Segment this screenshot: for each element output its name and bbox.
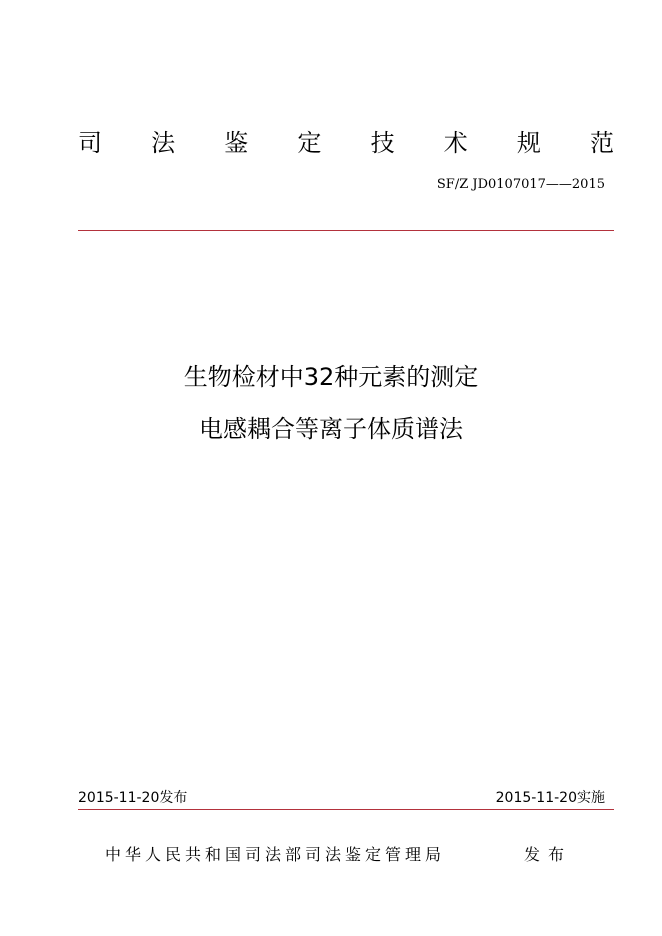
issuing-action: 发布 [524,845,573,864]
document-title-line-1: 生物检材中32种元素的测定 [183,363,479,391]
series-title-char: 技 [370,129,395,157]
series-title-char: 法 [151,129,176,157]
issue-date: 2015-11-20发布 [78,790,188,806]
series-title [78,126,614,160]
standard-number: SF/Z JD0107017——2015 [436,177,605,192]
issuing-authority: 中华人民共和国司法部司法鉴定管理局 [105,845,446,864]
top-divider [78,230,614,231]
effective-date: 2015-11-20实施 [495,790,605,806]
bottom-divider [78,809,614,810]
series-title-char: 定 [297,129,322,157]
series-title-char: 鉴 [224,129,249,157]
document-title-line-2: 电感耦合等离子体质谱法 [199,415,463,443]
series-title-char: 术 [443,129,468,157]
series-title-char: 司 [78,129,102,157]
series-title-char: 规 [516,129,541,157]
series-title-char: 范 [589,129,614,157]
